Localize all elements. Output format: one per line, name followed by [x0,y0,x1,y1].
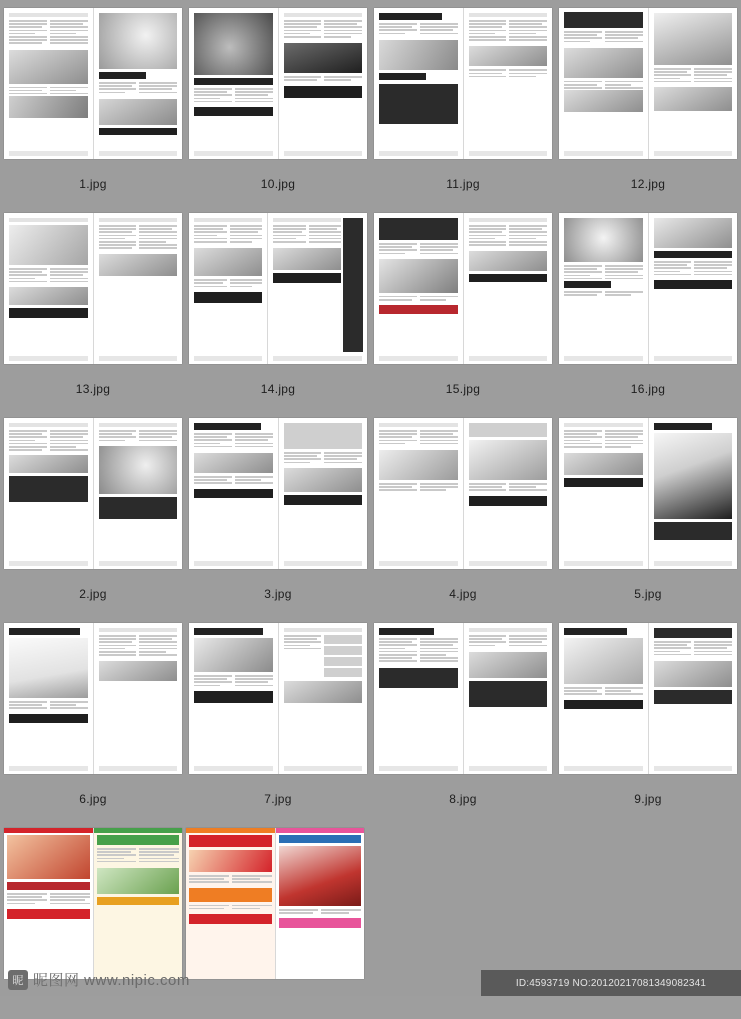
thumbnail-cell-14[interactable] [189,623,367,822]
watermark-logo-icon: 昵 [8,970,28,990]
thumbnail-image-2[interactable] [189,8,367,159]
thumbnail-row [0,418,741,617]
thumbnail-caption: 16.jpg [630,382,666,396]
thumbnail-caption: 7.jpg [264,792,292,806]
thumbnail-cell-7[interactable] [374,213,552,412]
thumbnail-cell-15[interactable] [374,623,552,822]
thumbnail-cell-3[interactable] [374,8,552,207]
thumbnail-caption: 12.jpg [630,177,666,191]
thumbnail-caption: 14.jpg [260,382,296,396]
thumbnail-caption: 9.jpg [634,792,662,806]
thumbnail-cell-9[interactable] [4,418,182,617]
thumbnail-row [0,623,741,822]
thumbnail-caption: 6.jpg [79,792,107,806]
thumbnail-image-4[interactable] [559,8,737,159]
image-id-bar: ID:4593719 NO:20120217081349082341 [481,970,741,996]
thumbnail-caption: 13.jpg [75,382,111,396]
thumbnail-image-7[interactable] [374,213,552,364]
thumbnail-cell-16[interactable] [559,623,737,822]
watermark [8,969,190,990]
thumbnail-image-5[interactable] [4,213,182,364]
thumbnail-cell-6[interactable] [189,213,367,412]
watermark-text: 昵图网 www.nipic.com [33,972,190,989]
thumbnail-cell-5[interactable] [4,213,182,412]
thumbnail-caption: 10.jpg [260,177,296,191]
thumbnail-cell-4[interactable] [559,8,737,207]
thumbnail-caption: 5.jpg [634,587,662,601]
thumbnail-caption: 11.jpg [446,177,480,191]
thumbnail-image-14[interactable] [189,623,367,774]
thumbnail-image-17[interactable] [4,828,182,979]
thumbnail-image-11[interactable] [374,418,552,569]
thumbnail-cell-1[interactable] [4,8,182,207]
thumbnail-image-3[interactable] [374,8,552,159]
thumbnail-cell-12[interactable] [559,418,737,617]
thumbnail-image-13[interactable] [4,623,182,774]
thumbnail-row [0,8,741,207]
thumbnail-cell-11[interactable] [374,418,552,617]
thumbnail-image-6[interactable] [189,213,367,364]
thumbnail-image-8[interactable] [559,213,737,364]
thumbnail-caption: 15.jpg [445,382,481,396]
thumbnail-caption: 8.jpg [449,792,477,806]
thumbnail-image-1[interactable] [4,8,182,159]
thumbnail-caption: 2.jpg [79,587,107,601]
thumbnail-image-15[interactable] [374,623,552,774]
thumbnail-image-12[interactable] [559,418,737,569]
thumbnail-row [0,213,741,412]
thumbnail-cell-10[interactable] [189,418,367,617]
thumbnail-cell-18[interactable] [186,828,364,1013]
thumbnail-cell-13[interactable] [4,623,182,822]
thumbnail-cell-2[interactable] [189,8,367,207]
thumbnail-caption: 4.jpg [449,587,477,601]
thumbnail-image-16[interactable] [559,623,737,774]
thumbnail-image-9[interactable] [4,418,182,569]
thumbnail-caption: 3.jpg [264,587,292,601]
thumbnail-image-18[interactable] [186,828,364,979]
thumbnail-image-10[interactable] [189,418,367,569]
thumbnail-caption: 1.jpg [79,177,107,191]
thumbnail-grid [0,8,741,1019]
thumbnail-cell-8[interactable] [559,213,737,412]
